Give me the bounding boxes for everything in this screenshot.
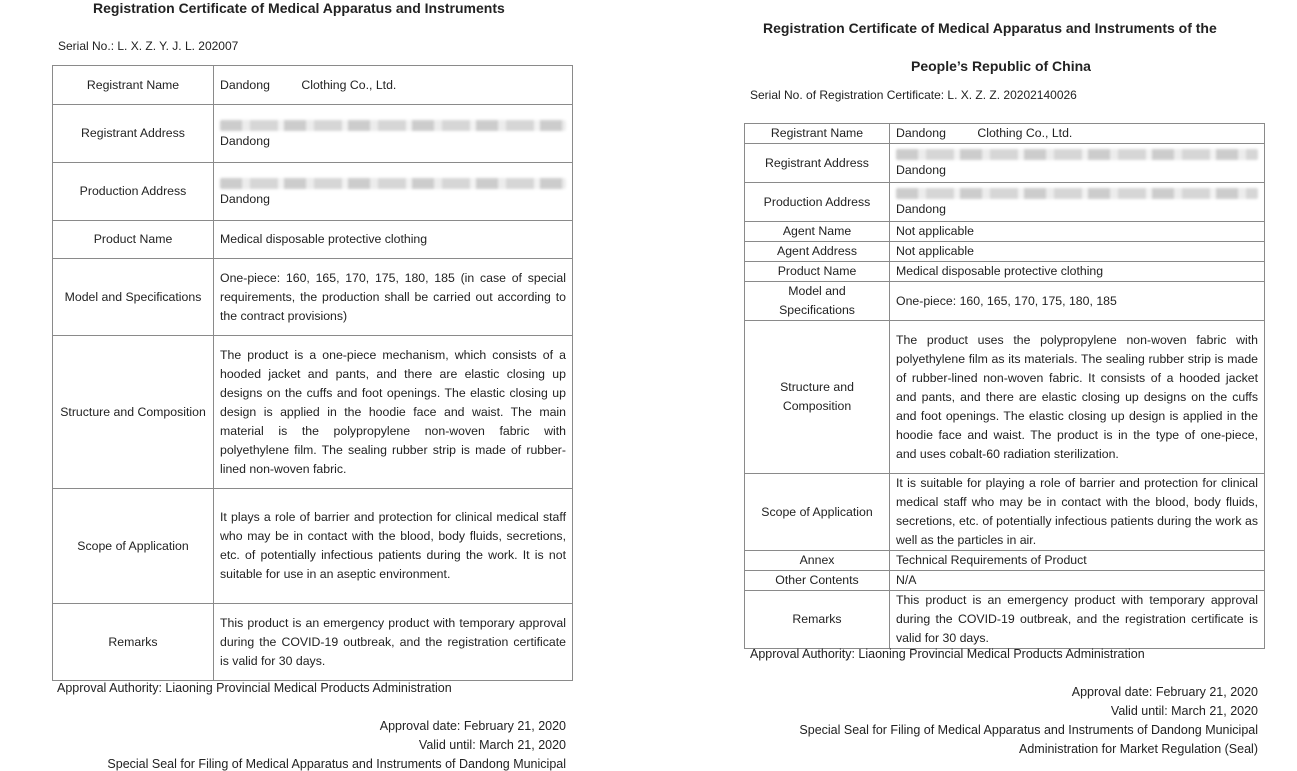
table-row [745,144,1265,183]
row-value: It plays a role of barrier and protection for clinical medical staff who may be in contact with the blood, body fluids, secretions, etc. of potentially infectious patients during the work. It is not suitable for use in an aseptic environment. [214,489,573,604]
table-row [53,259,573,336]
row-key: Production Address [53,163,214,221]
left-seal-text: Special Seal for Filing of Medical Apparatus and Instruments of Dandong Municipal [107,757,566,771]
right-approval-authority: Approval Authority: Liaoning Provincial Medical Products Administration [750,647,1145,661]
row-key: Annex [745,551,890,571]
left-approval-authority: Approval Authority: Liaoning Provincial Medical Products Administration [57,681,452,695]
left-certificate-table [52,65,573,681]
table-row [745,591,1265,649]
redacted-address [220,120,566,131]
row-value-blurred [214,105,573,163]
redacted-address [896,188,1258,199]
row-key: Product Name [53,221,214,259]
row-value: Dandong Clothing Co., Ltd. [214,66,573,105]
row-key: Agent Address [745,242,890,262]
row-key: Scope of Application [745,474,890,551]
right-seal-line1: Special Seal for Filing of Medical Apparatus and Instruments of Dandong Municipal [799,723,1258,737]
row-key: Other Contents [745,571,890,591]
right-title-line1: Registration Certificate of Medical Apparatus and Instruments of the [763,20,1217,36]
table-row [745,571,1265,591]
right-certificate-table [744,123,1265,649]
row-key: Registrant Name [745,124,890,144]
table-row [745,222,1265,242]
redacted-address [896,149,1258,160]
left-valid-until: Valid until: March 21, 2020 [418,738,566,752]
table-row [745,242,1265,262]
table-row [53,489,573,604]
row-key: Agent Name [745,222,890,242]
row-key: Structure and Composition [53,336,214,489]
row-value: This product is an emergency product with temporary approval during the COVID-19 outbreak, and the registration certificate is valid for 30 days. [890,591,1265,649]
right-approval-date: Approval date: February 21, 2020 [1071,685,1258,699]
row-value: This product is an emergency product with temporary approval during the COVID-19 outbreak, and the registration certificate is valid for 30 days. [214,604,573,681]
right-serial-number: Serial No. of Registration Certificate: L. X. Z. Z. 20202140026 [750,88,1077,102]
right-title-line2: People’s Republic of China [911,58,1091,74]
row-value: Medical disposable protective clothing [214,221,573,259]
row-value-blurred [214,163,573,221]
row-value: Dandong [896,162,946,177]
row-key: Registrant Address [745,144,890,183]
table-row [53,163,573,221]
row-key: Structure and Composition [745,321,890,474]
row-key: Registrant Address [53,105,214,163]
row-value: The product uses the polypropylene non-woven fabric with polyethylene film as its materials. The sealing rubber strip is made of rubber-lined non-woven fabric. It consists of a hooded jacket and pants, and there are elastic closing up designs on the cuffs and foot openings. The elastic closing up design is applied in the hoodie face and waist. The product is in the type of one-piece, and uses cobalt-60 radiation sterilization. [890,321,1265,474]
row-value: Technical Requirements of Product [890,551,1265,571]
row-key: Remarks [745,591,890,649]
row-value: One-piece: 160, 165, 170, 175, 180, 185 [890,282,1265,321]
row-value: Dandong [220,134,270,148]
row-value: The product is a one-piece mechanism, which consists of a hooded jacket and pants, and there are elastic closing up designs on the cuffs and foot openings. The elastic closing up design is applied in the hoodie face and waist. The main material is the polypropylene non-woven fabric with polyethylene film. The sealing rubber strip is made of rubber-lined non-woven fabric. [214,336,573,489]
left-approval-date: Approval date: February 21, 2020 [379,719,566,733]
row-value: Dandong [220,192,270,206]
table-row [745,262,1265,282]
row-value: Not applicable [890,222,1265,242]
table-row [53,336,573,489]
row-key: Production Address [745,183,890,222]
table-row [53,604,573,681]
left-title: Registration Certificate of Medical Apparatus and Instruments [93,0,505,16]
table-row [53,221,573,259]
row-value: Medical disposable protective clothing [890,262,1265,282]
row-value: Dandong Clothing Co., Ltd. [890,124,1265,144]
row-key: Registrant Name [53,66,214,105]
table-row [53,105,573,163]
table-row [745,474,1265,551]
row-value-blurred [890,144,1265,183]
row-key: Product Name [745,262,890,282]
table-row [745,183,1265,222]
table-row [745,124,1265,144]
table-row [745,282,1265,321]
redacted-address [220,178,566,189]
table-row [53,66,573,105]
right-valid-until: Valid until: March 21, 2020 [1110,704,1258,718]
row-key: Model and Specifications [745,282,890,321]
row-key: Model and Specifications [53,259,214,336]
row-value: It is suitable for playing a role of barrier and protection for clinical medical staff who may be in contact with the blood, body fluids, secretions, etc. of potentially infectious patients during the work as well as the particles in air. [890,474,1265,551]
row-value: One-piece: 160, 165, 170, 175, 180, 185 (in case of special requirements, the production shall be carried out according to the contract provisions) [214,259,573,336]
left-serial-number: Serial No.: L. X. Z. Y. J. L. 202007 [58,39,239,53]
table-row [745,321,1265,474]
table-row [745,551,1265,571]
right-seal-line2: Administration for Market Regulation (Seal) [1019,742,1258,756]
row-value: Dandong [896,201,946,216]
row-value: N/A [890,571,1265,591]
row-key: Remarks [53,604,214,681]
row-value: Not applicable [890,242,1265,262]
row-value-blurred [890,183,1265,222]
row-key: Scope of Application [53,489,214,604]
